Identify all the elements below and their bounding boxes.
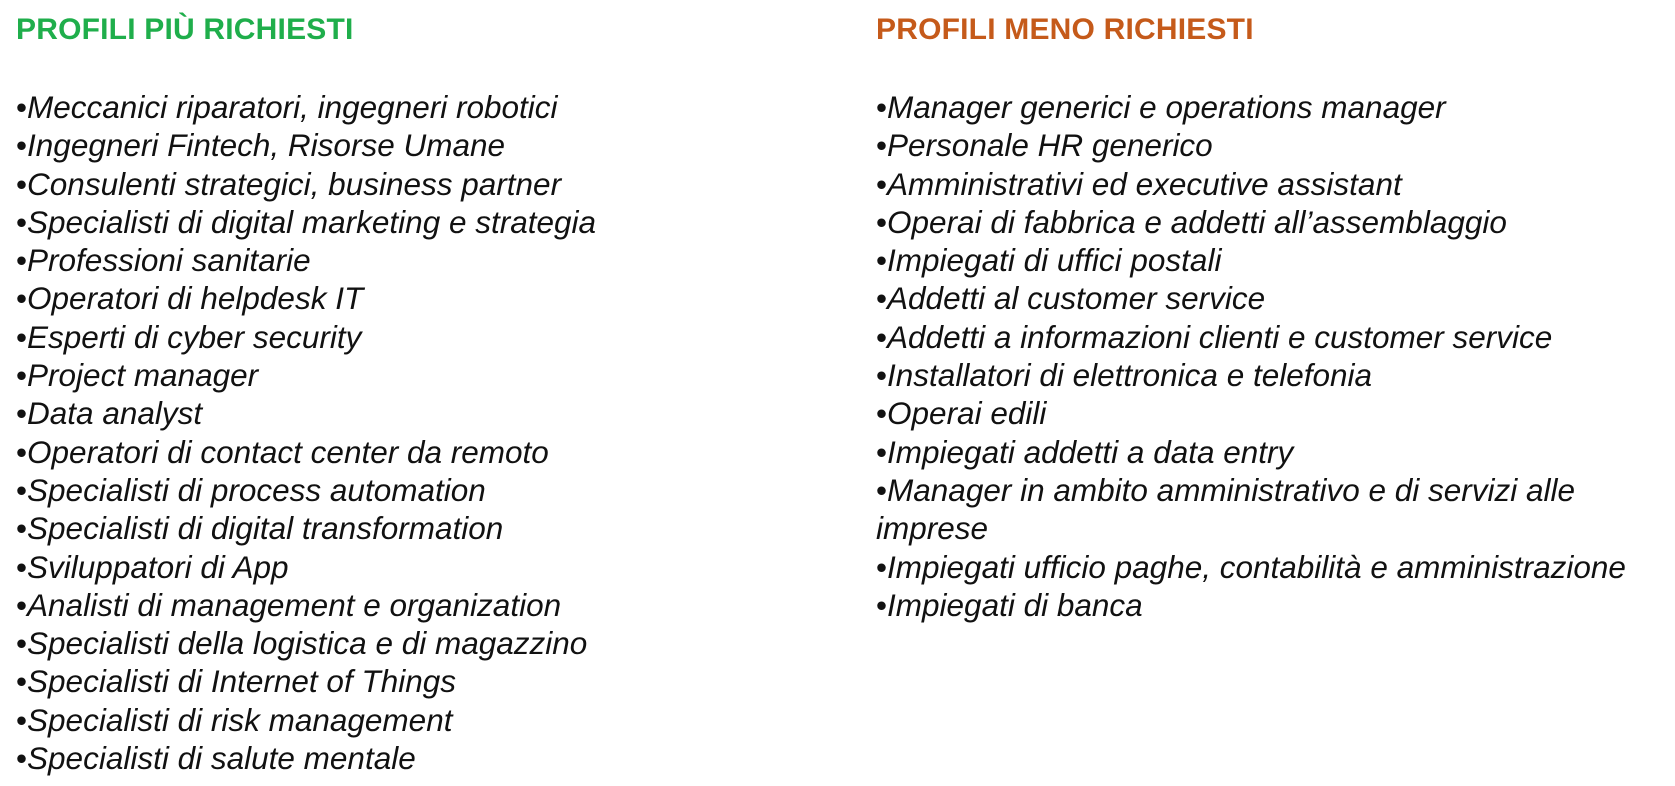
bullet: •: [876, 280, 888, 317]
item-text: Impiegati di uffici postali: [887, 242, 1222, 279]
item-text: Specialisti di salute mentale: [27, 740, 416, 777]
item-text: Ingegneri Fintech, Risorse Umane: [27, 127, 506, 164]
item-text: Addetti a informazioni clienti e customer service: [887, 318, 1553, 355]
list-item: [876, 433, 1671, 471]
list-item: [876, 279, 1671, 317]
bullet: •: [16, 165, 28, 202]
bullet: •: [876, 242, 888, 279]
bullet: •: [16, 701, 28, 738]
item-text: Addetti al customer service: [887, 280, 1266, 317]
bullet: •: [16, 89, 28, 125]
list-item: [16, 433, 836, 471]
list-item: [16, 739, 836, 777]
list-item: [876, 471, 1671, 548]
list-item: [876, 126, 1671, 164]
bullet: •: [16, 357, 28, 394]
item-text: Installatori di elettronica e telefonia: [887, 357, 1373, 394]
bullet: •: [876, 433, 888, 470]
bullet: •: [876, 471, 888, 508]
bullet: •: [16, 280, 28, 317]
item-text: Specialisti di Internet of Things: [27, 663, 457, 700]
list-item: [16, 126, 836, 164]
bullet: •: [876, 318, 888, 355]
bullet: •: [16, 433, 28, 470]
item-text: Operatori di helpdesk IT: [27, 280, 364, 317]
list-item: [16, 203, 836, 241]
item-text: Specialisti di digital marketing e strategia: [27, 203, 597, 240]
bullet: •: [16, 548, 28, 585]
item-text: Data analyst: [27, 395, 203, 432]
item-text: Specialisti della logistica e di magazzino: [27, 625, 588, 662]
item-text: Professioni sanitarie: [27, 242, 311, 279]
item-text: Operatori di contact center da remoto: [27, 433, 549, 470]
list-item: [16, 548, 836, 586]
bullet: •: [876, 586, 888, 623]
item-text: Personale HR generico: [887, 127, 1213, 164]
bullet: •: [876, 203, 888, 240]
bullet: •: [876, 357, 888, 394]
left-column: [16, 0, 836, 777]
item-text: Impiegati ufficio paghe, contabilità e amministrazione: [887, 548, 1626, 585]
bullet: •: [16, 510, 28, 547]
list-item: [876, 241, 1671, 279]
bullet: •: [16, 395, 28, 432]
right-column: [876, 0, 1671, 624]
list-item: [876, 203, 1671, 241]
item-text: Esperti di cyber security: [27, 318, 362, 355]
list-item: [16, 241, 836, 279]
item-text: Consulenti strategici, business partner: [27, 165, 562, 202]
bullet: •: [16, 242, 28, 279]
item-text: Manager generici e operations manager: [887, 89, 1446, 125]
item-text: Operai edili: [887, 395, 1047, 432]
most-requested-list: [16, 88, 836, 777]
bullet: •: [16, 127, 28, 164]
bullet: •: [16, 471, 28, 508]
item-text: Analisti di management e organization: [27, 586, 562, 623]
item-text: Specialisti di process automation: [27, 471, 486, 508]
bullet: •: [16, 203, 28, 240]
list-item: [16, 662, 836, 700]
list-item: [876, 356, 1671, 394]
list-item: [16, 279, 836, 317]
item-text: Impiegati di banca: [887, 586, 1143, 623]
item-text: Operai di fabbrica e addetti all’assemblaggio: [887, 203, 1507, 240]
bullet: •: [16, 318, 28, 355]
list-item: [16, 394, 836, 432]
list-item: [16, 356, 836, 394]
bullet: •: [16, 625, 28, 662]
list-item: [876, 88, 1671, 126]
list-item: [876, 394, 1671, 432]
item-text: Manager in ambito amministrativo e di servizi alle imprese: [876, 471, 1576, 547]
list-item: [876, 165, 1671, 203]
bullet: •: [876, 165, 888, 202]
list-item: [876, 586, 1671, 624]
list-item: [16, 586, 836, 624]
least-requested-list: [876, 88, 1671, 624]
item-text: Sviluppatori di App: [27, 548, 289, 585]
item-text: Specialisti di risk management: [27, 701, 453, 738]
bullet: •: [876, 395, 888, 432]
item-text: Meccanici riparatori, ingegneri robotici: [27, 89, 558, 125]
list-item: [16, 88, 836, 126]
list-item: [876, 548, 1671, 586]
list-item: [16, 318, 836, 356]
item-text: Amministrativi ed executive assistant: [887, 165, 1402, 202]
list-item: [16, 624, 836, 662]
list-item: [16, 509, 836, 547]
least-requested-heading: PROFILI MENO RICHIESTI: [876, 13, 1254, 46]
list-item: [16, 165, 836, 203]
list-item: [876, 318, 1671, 356]
bullet: •: [16, 663, 28, 700]
list-item: [16, 701, 836, 739]
bullet: •: [876, 89, 888, 125]
item-text: Project manager: [27, 357, 259, 394]
bullet: •: [16, 740, 28, 777]
item-text: Specialisti di digital transformation: [27, 510, 504, 547]
bullet: •: [16, 586, 28, 623]
bullet: •: [876, 548, 888, 585]
list-item: [16, 471, 836, 509]
bullet: •: [876, 127, 888, 164]
item-text: Impiegati addetti a data entry: [887, 433, 1294, 470]
most-requested-heading: PROFILI PIÙ RICHIESTI: [16, 13, 354, 46]
